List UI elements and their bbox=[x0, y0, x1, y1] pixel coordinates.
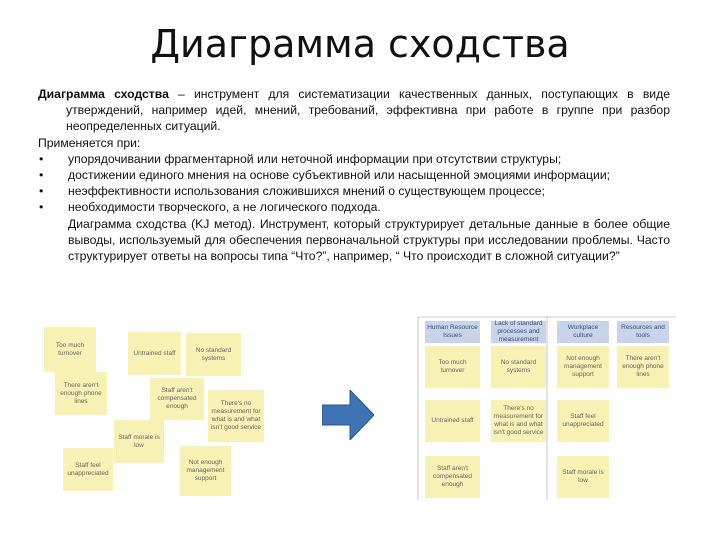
group-header: Human Resource Issues bbox=[425, 321, 480, 343]
bullet-dot: • bbox=[39, 168, 44, 183]
sticky-note-left: Staff feel unappreciated bbox=[63, 448, 113, 491]
sticky-note-left: There aren't enough phone lines bbox=[55, 372, 107, 415]
bullet-item bbox=[38, 199, 670, 215]
right-arrow-icon bbox=[322, 390, 374, 440]
page-title: Диаграмма сходства bbox=[150, 22, 570, 66]
group-header: Workplace culture bbox=[557, 321, 609, 343]
intro-paragraph bbox=[38, 86, 670, 135]
sticky-note-right: Untrained staff bbox=[425, 400, 480, 442]
sticky-note-left: Untrained staff bbox=[128, 332, 181, 375]
group-header: Resources and tools bbox=[617, 321, 669, 343]
bullet-list bbox=[38, 151, 670, 216]
sticky-note-right: There's no measurement for what is and what isn't good service bbox=[491, 400, 546, 442]
applied-label: Применяется при: bbox=[38, 135, 141, 150]
sticky-note-left: There's no measurement for what is and what isn't good service bbox=[208, 390, 264, 442]
kj-method-paragraph: Диаграмма сходства (KJ метод). Инструмент, который структурирует детальные данные в более общие выводы, используемый для обеспечения первоначальной структуры при исследовании проблемы. Часто структурирует ответы на вопросы типа “Что?”, например, “ Что происходит в сложной ситуации?” bbox=[68, 216, 670, 264]
bullet-text: необходимости творческого, а не логического подхода. bbox=[68, 200, 381, 215]
bullet-item bbox=[38, 151, 670, 167]
group-header: Lack of standard processes and measurement bbox=[491, 321, 546, 343]
bullet-dot: • bbox=[39, 184, 44, 199]
bullet-item bbox=[38, 167, 670, 183]
sticky-note-right: Staff aren't compensated enough bbox=[425, 456, 480, 498]
sticky-note-left: Staff aren't compensated enough bbox=[150, 378, 204, 420]
bullet-text: неэффективности использования сложившихся мнений о существующем процессе; bbox=[68, 184, 545, 199]
main-text bbox=[38, 86, 670, 264]
sticky-note-right: Staff feel unappreciated bbox=[557, 400, 609, 442]
bullet-text: упорядочивании фрагментарной или неточной информации при отсутствии структуры; bbox=[68, 151, 562, 166]
sticky-note-left: Not enough management support bbox=[180, 446, 231, 496]
intro-bold-term: Диаграмма сходства bbox=[38, 87, 169, 101]
bullet-dot: • bbox=[39, 200, 44, 215]
sticky-note-right: Staff morale is low bbox=[557, 456, 609, 498]
bullet-item bbox=[38, 183, 670, 199]
bullet-text: достижении единого мнения на основе субъективной или насыщенной эмоциями информации; bbox=[68, 168, 611, 183]
intro-text: – инструмент для систематизации качественных данных, поступающих в виде утверждений, например идей, мнений, требований, эффективна при работе в группе при разбор неопределенных ситуаций. bbox=[66, 87, 670, 134]
sticky-note-right: Not enough management support bbox=[557, 346, 609, 388]
sticky-note-left: Too much turnover bbox=[44, 327, 96, 372]
sticky-note-left: No standard systems bbox=[186, 333, 241, 376]
sticky-note-left: Staff morale is low bbox=[114, 420, 164, 463]
bullet-dot: • bbox=[39, 151, 44, 166]
sticky-note-right: No standard systems bbox=[491, 346, 546, 388]
sticky-note-right: There aren't enough phone lines bbox=[617, 346, 669, 388]
sticky-note-right: Too much turnover bbox=[425, 346, 480, 388]
